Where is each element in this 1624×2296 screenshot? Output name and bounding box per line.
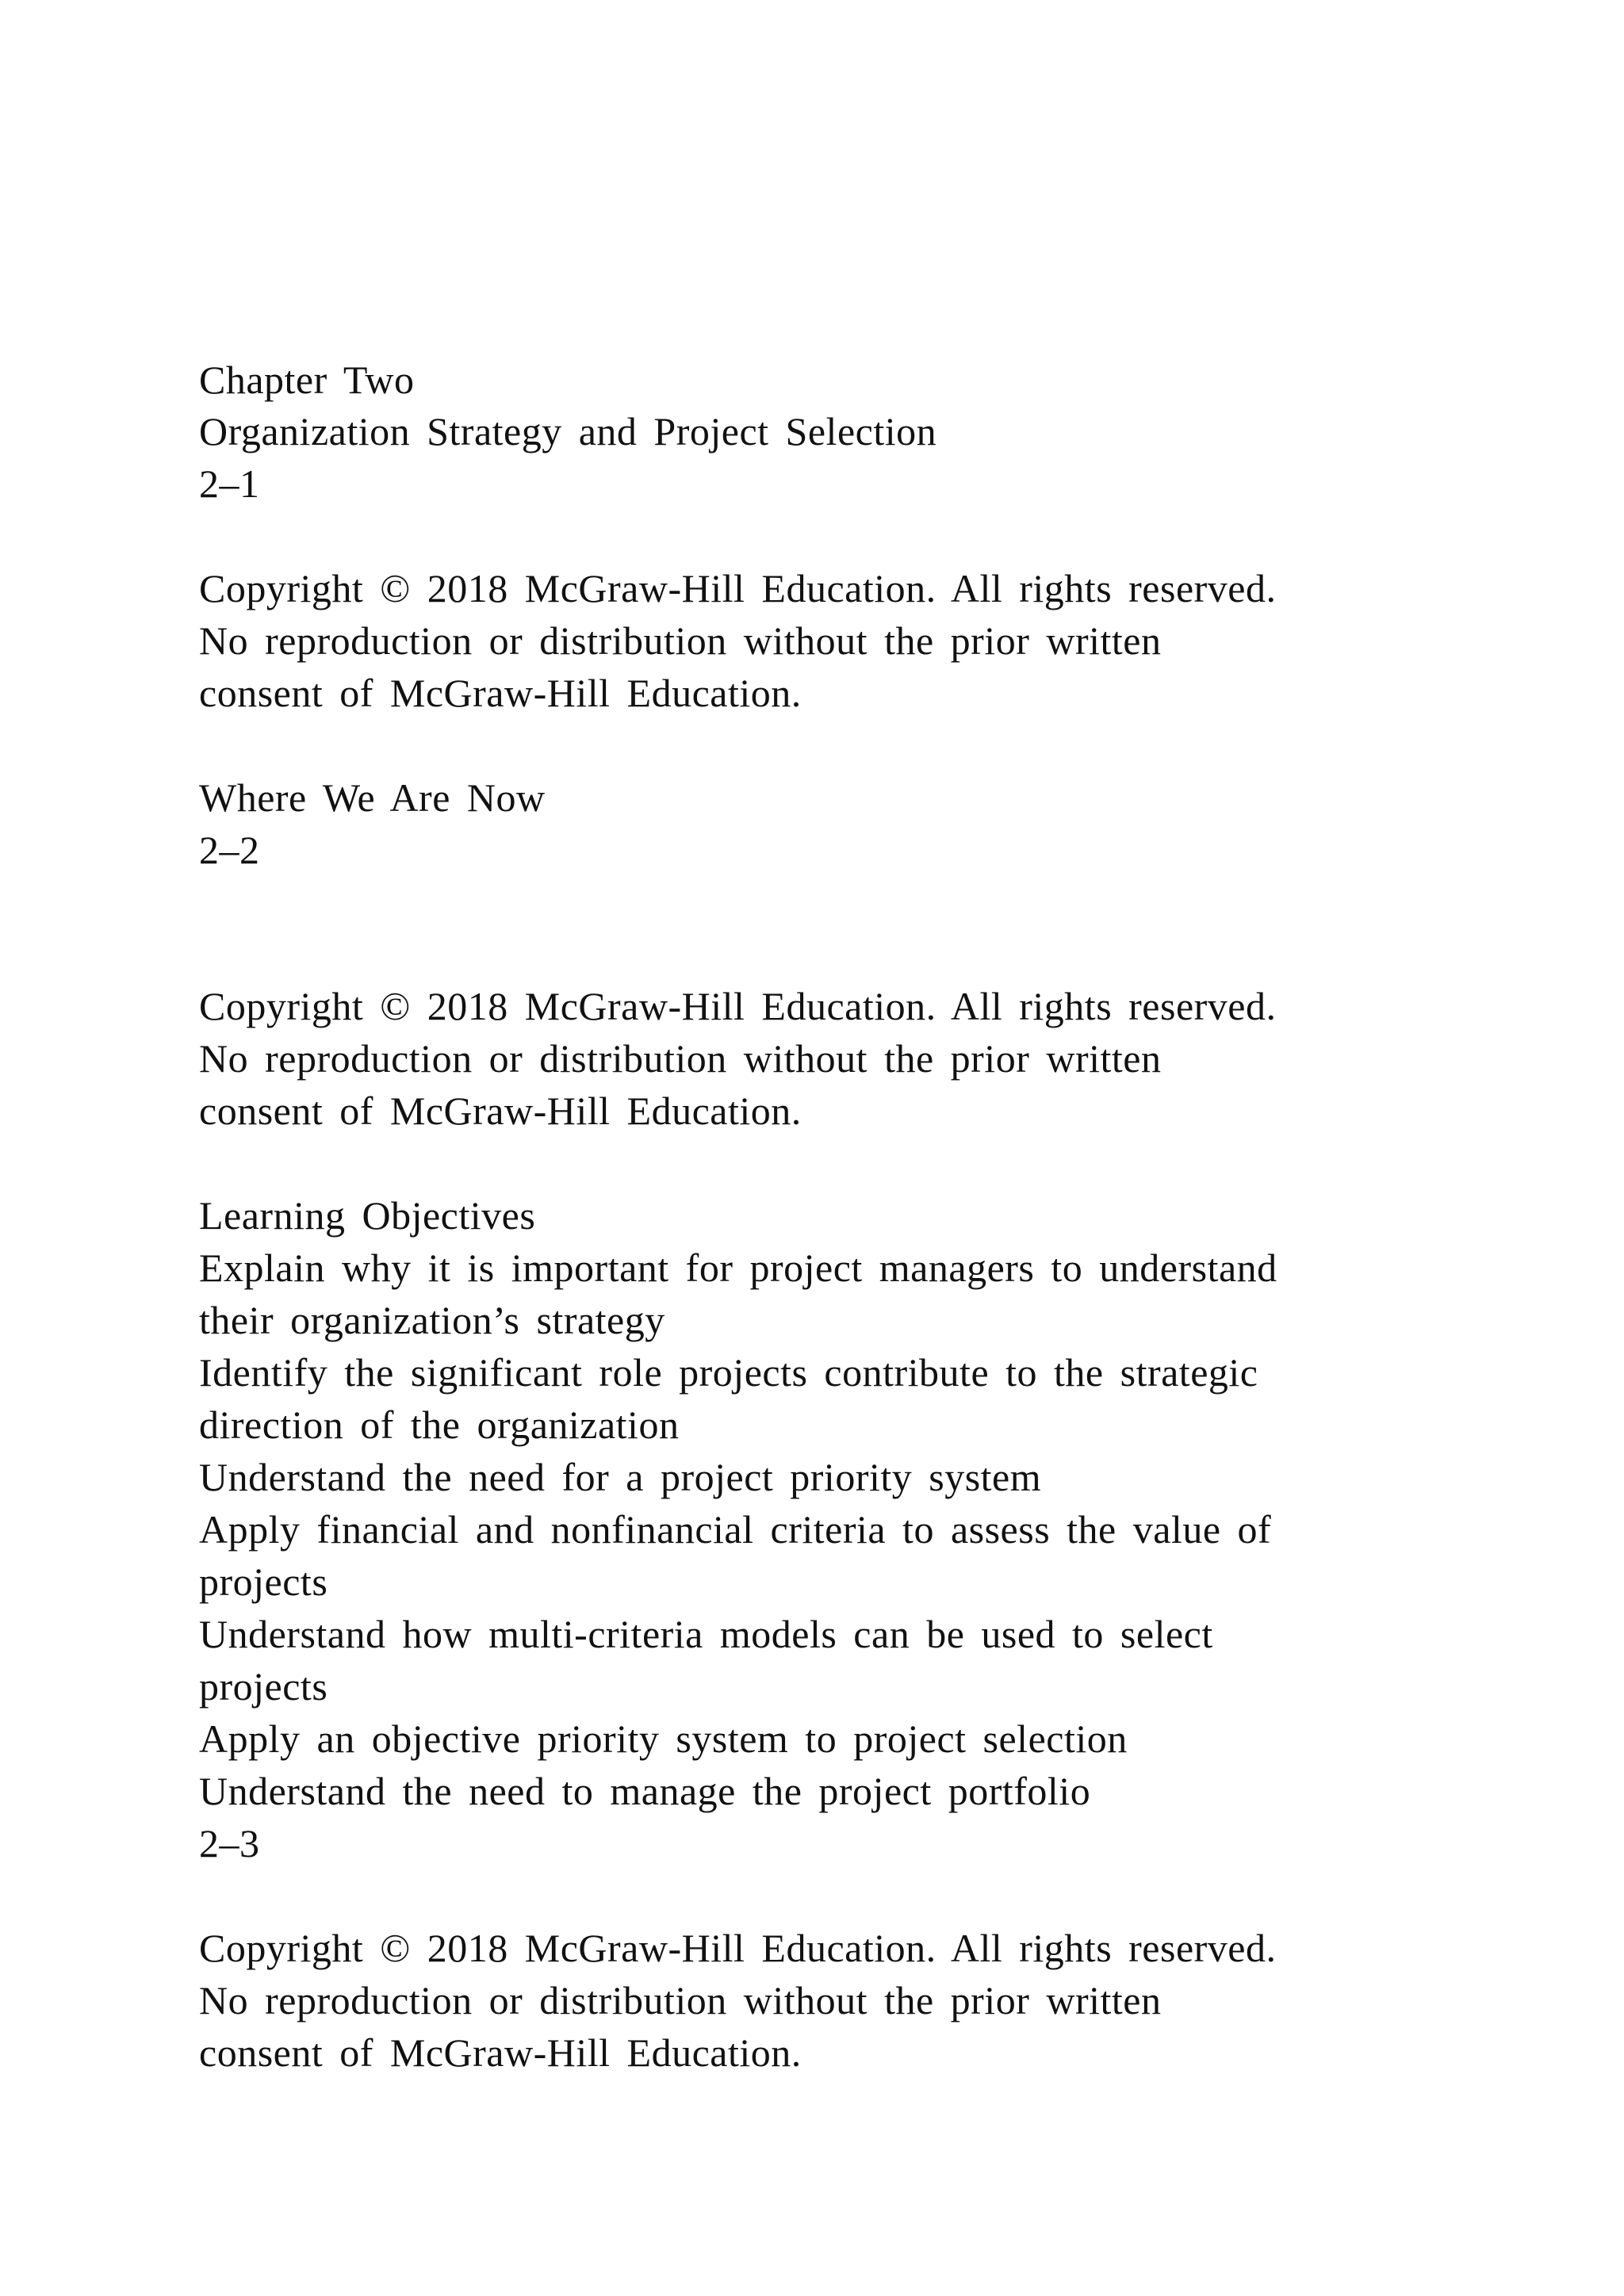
copyright-line: No reproduction or distribution without the prior written: [199, 618, 1162, 663]
copyright-line: Copyright © 2018 McGraw-Hill Education. All rights reserved.: [199, 1926, 1277, 1970]
chapter-subtitle: Organization Strategy and Project Selection: [199, 409, 937, 453]
copyright-line: consent of McGraw-Hill Education.: [199, 671, 802, 715]
copyright-line: Copyright © 2018 McGraw-Hill Education. All rights reserved.: [199, 984, 1277, 1028]
objective-line: Understand the need for a project priority system: [199, 1455, 1042, 1499]
chapter-title: Chapter Two: [199, 358, 415, 402]
slide-title: Where We Are Now: [199, 775, 546, 820]
copyright-line: Copyright © 2018 McGraw-Hill Education. All rights reserved.: [199, 566, 1277, 610]
objective-line: Apply an objective priority system to project selection: [199, 1716, 1128, 1761]
slide-number: 2–2: [199, 828, 260, 872]
slide-number: 2–3: [199, 1821, 260, 1866]
objective-line: projects: [199, 1559, 328, 1604]
objective-line: their organization’s strategy: [199, 1298, 665, 1342]
slide-number: 2–1: [199, 461, 260, 506]
copyright-line: consent of McGraw-Hill Education.: [199, 1089, 802, 1133]
objective-line: direction of the organization: [199, 1402, 680, 1447]
copyright-line: No reproduction or distribution without the prior written: [199, 1978, 1162, 2022]
objective-line: Identify the significant role projects contribute to the strategic: [199, 1350, 1258, 1395]
objective-line: Explain why it is important for project managers to understand: [199, 1246, 1277, 1290]
objective-line: projects: [199, 1664, 328, 1709]
slide-title: Learning Objectives: [199, 1193, 536, 1238]
objective-line: Apply financial and nonfinancial criteria to assess the value of: [199, 1507, 1272, 1552]
objective-line: Understand the need to manage the project portfolio: [199, 1769, 1091, 1813]
objective-line: Understand how multi-criteria models can be used to select: [199, 1612, 1213, 1656]
copyright-line: consent of McGraw-Hill Education.: [199, 2030, 802, 2075]
copyright-line: No reproduction or distribution without the prior written: [199, 1036, 1162, 1081]
